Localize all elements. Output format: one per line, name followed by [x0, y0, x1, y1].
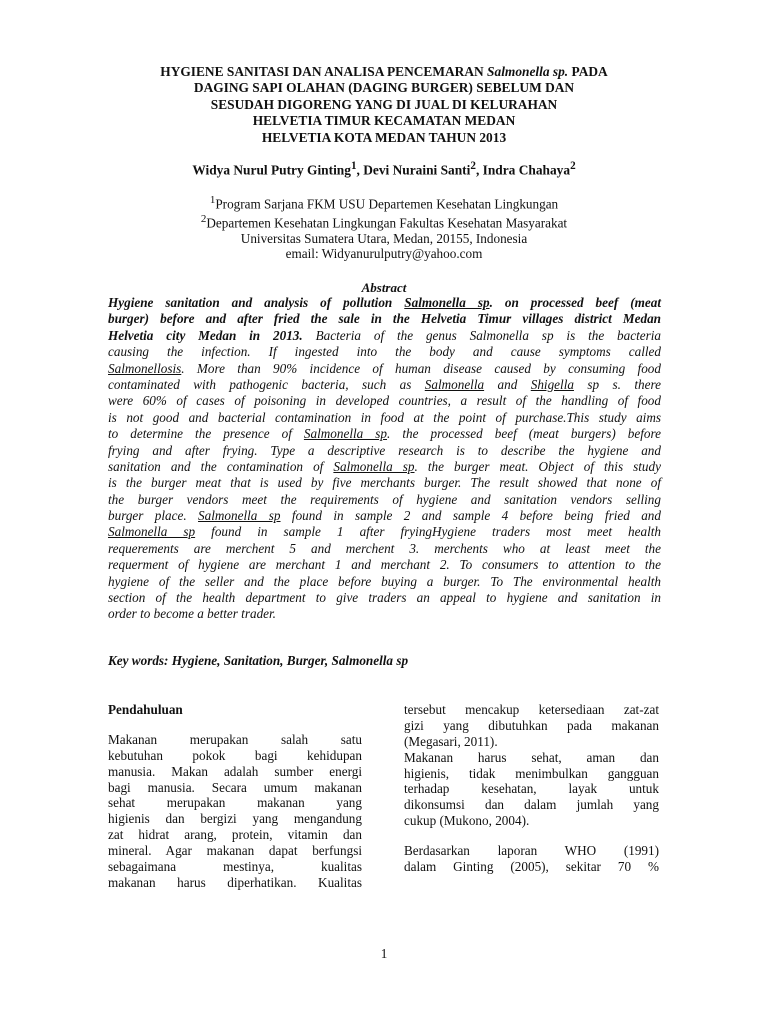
- body-line: sehat merupakan makanan yang: [108, 795, 362, 811]
- abstract-line: sanitation and the contamination of Salmonella sp. the burger meat. Object of this study: [108, 458, 661, 474]
- body-line: dalam Ginting (2005), sekitar 70 %: [404, 859, 659, 875]
- author-affiliation-mark: 1: [350, 160, 357, 172]
- abstract-line: the burger vendors meet the requirements of hygiene and sanitation vendors selling: [108, 491, 661, 507]
- abstract-line: Salmonellosis. More than 90% incidence of human disease caused by consuming food: [108, 360, 661, 376]
- body-line: sebagaimana mestinya, kualitas: [108, 859, 362, 875]
- body-line: dikonsumsi dan dalam jumlah yang: [404, 797, 659, 813]
- affiliation-mark: 1: [209, 194, 216, 206]
- abstract-line: hygiene of the seller and the place before buying a burger. To The environmental health: [108, 573, 661, 589]
- title-line: [100, 64, 668, 80]
- author-name: Widya Nurul Putry Ginting: [192, 162, 351, 178]
- body-line: terhadap kesehatan, layak untuk: [404, 781, 659, 797]
- title-line: SESUDAH DIGORENG YANG DI JUAL DI KELURAHAN: [210, 96, 558, 112]
- abstract-line: causing the infection. If ingested into the body and cause symptoms called: [108, 344, 661, 360]
- abstract-line: requerment of hygiene are merchant 1 and merchant 2. To consumers to attention to the: [108, 557, 661, 573]
- abstract-line: Helvetia city Medan in 2013. Bacteria of the genus Salmonella sp is the bacteria: [108, 327, 661, 343]
- affiliation-text: Program Sarjana FKM USU Departemen Kesehatan Lingkungan: [215, 196, 559, 212]
- author-affiliation-mark: 2: [470, 160, 476, 172]
- affiliations: [100, 193, 668, 262]
- body-line: zat hidrat arang, protein, vitamin dan: [108, 827, 362, 843]
- abstract-line: order to become a better trader.: [108, 606, 276, 622]
- abstract-line: Salmonella sp found in sample 1 after fryingHygiene traders most meet health: [108, 524, 661, 540]
- section-heading: Pendahuluan: [108, 702, 183, 717]
- abstract-line: requerements are merchent 5 and merchent 3. merchents who at least meet the: [108, 540, 661, 556]
- email-line: email: Widyanurulputry@yahoo.com: [285, 246, 483, 262]
- body-line: manusia. Makan adalah sumber energi: [108, 763, 362, 779]
- body-line: Makanan harus sehat, aman dan: [404, 749, 659, 765]
- body-line: higienis, tidak menimbulkan gangguan: [404, 765, 659, 781]
- right-paragraph: [404, 702, 659, 829]
- abstract-line: is the burger meat that is used by five merchants burger. The result showed that none of: [108, 475, 661, 491]
- abstract-line: section of the health department to give traders an appeal to hygiene and sanitation in: [108, 590, 661, 606]
- body-line: cukup (Mukono, 2004).: [404, 813, 530, 829]
- affiliation-line: Universitas Sumatera Utara, Medan, 20155, Indonesia: [240, 230, 528, 246]
- abstract-line: contaminated with pathogenic bacteria, such as Salmonella and Shigella sp s. there: [108, 376, 661, 392]
- author-list: [100, 160, 668, 178]
- affiliation-mark: 2: [200, 212, 207, 225]
- abstract-line: Hygiene sanitation and analysis of pollution Salmonella sp. on processed beef (meat: [108, 295, 661, 310]
- body-line: Makanan merupakan salah satu: [108, 731, 362, 747]
- paper-title: [100, 64, 668, 146]
- body-line: (Megasari, 2011).: [404, 733, 498, 749]
- title-line: HELVETIA TIMUR KECAMATAN MEDAN: [252, 113, 516, 129]
- abstract-body: [108, 295, 661, 623]
- page-number: 1: [380, 946, 388, 961]
- author-name: , Indra Chahaya: [475, 162, 571, 178]
- paragraph-gap: [108, 718, 362, 732]
- abstract-heading: Abstract: [361, 280, 407, 295]
- affiliation-line: [100, 212, 668, 231]
- paragraph-gap: [404, 829, 659, 843]
- abstract-line: were 60% of cases of poisoning in developed countries, a result of the handling of food: [108, 393, 661, 409]
- abstract-line: is not good and bacterial contamination in food at the point of purchase.This study aims: [108, 409, 661, 425]
- author-affiliation-mark: 2: [570, 160, 576, 172]
- body-line: Berdasarkan laporan WHO (1991): [404, 843, 659, 859]
- affiliation-line: [100, 193, 668, 212]
- body-line: higienis dan bergizi yang mengandung: [108, 811, 362, 827]
- affiliation-text: Departemen Kesehatan Lingkungan Fakultas Kesehatan Masyarakat: [206, 215, 568, 231]
- left-paragraph: [108, 732, 362, 891]
- left-column: [108, 702, 362, 891]
- body-line: kebutuhan pokok bagi kehidupan: [108, 747, 362, 763]
- title-line: DAGING SAPI OLAHAN (DAGING BURGER) SEBELUM DAN: [193, 80, 575, 96]
- author-name: , Devi Nuraini Santi: [356, 162, 471, 178]
- abstract-line: burger place. Salmonella sp found in sample 2 and sample 4 before being fried and: [108, 508, 661, 524]
- abstract-line: burger) before and after fried the sale in the Helvetia Timur villages district Medan: [108, 311, 661, 327]
- keywords: Key words: Hygiene, Sanitation, Burger, Salmonella sp: [108, 653, 409, 668]
- body-line: tersebut mencakup ketersediaan zat-zat: [404, 702, 659, 717]
- abstract-line: frying and after frying. Type a descriptive research is to describe the hygiene and: [108, 442, 661, 458]
- body-line: mineral. Agar makanan dapat berfungsi: [108, 843, 362, 859]
- right-column: [404, 702, 659, 875]
- title-line-text: HYGIENE SANITASI DAN ANALISA PENCEMARAN Salmonella sp. PADA: [160, 64, 608, 79]
- body-line: bagi manusia. Secara umum makanan: [108, 779, 362, 795]
- body-line: makanan harus diperhatikan. Kualitas: [108, 874, 362, 890]
- title-line: HELVETIA KOTA MEDAN TAHUN 2013: [261, 129, 507, 145]
- body-line: gizi yang dibutuhkan pada makanan: [404, 717, 659, 733]
- right-paragraph: [404, 843, 659, 875]
- abstract-line: to determine the presence of Salmonella sp. the processed beef (meat burgers) before: [108, 426, 661, 442]
